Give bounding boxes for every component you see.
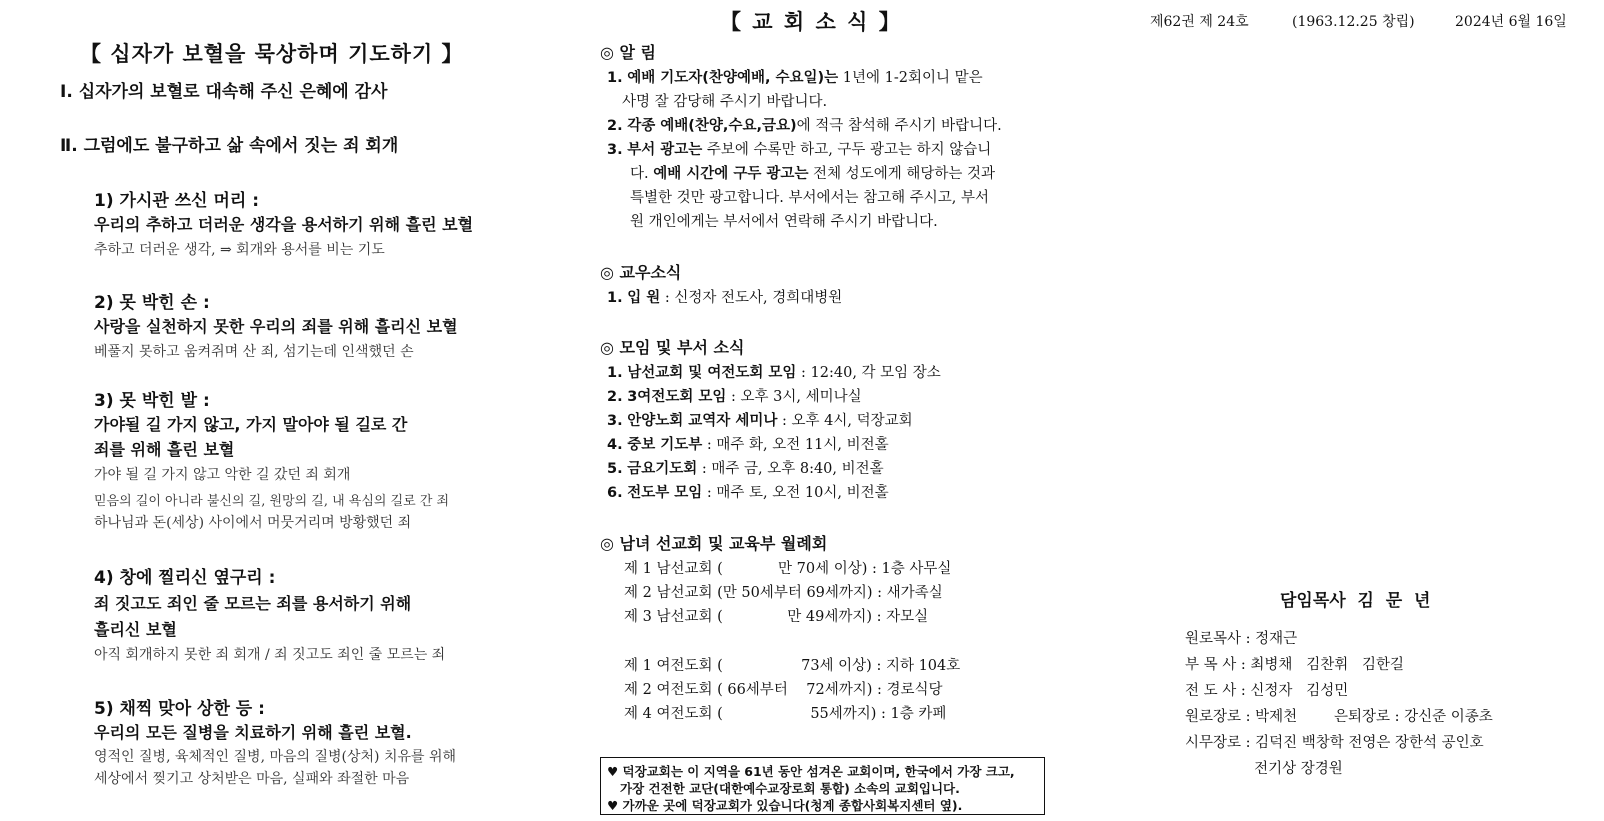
meeting-heading: ◎ 모임 및 부서 소식 bbox=[600, 338, 745, 357]
item-2-note: 베풀지 못하고 움켜쥐며 산 죄, 섬기는데 인색했던 손 bbox=[94, 344, 414, 360]
founded-date: (1963.12.25 창립) bbox=[1292, 14, 1415, 30]
item-4-line-2: 흘리신 보혈 bbox=[94, 620, 177, 639]
staff-line-2: 부 목 사 : 최병채 김찬휘 김한길 bbox=[1185, 657, 1405, 673]
meeting-4: 4. 중보 기도부 : 매주 화, 오전 11시, 비전홀 bbox=[607, 437, 889, 453]
item-4-line-1: 죄 짓고도 죄인 줄 모르는 죄를 용서하기 위해 bbox=[94, 594, 412, 613]
item-3-line-1: 가야될 길 가지 않고, 가지 말아야 될 길로 간 bbox=[94, 415, 408, 434]
notice-1: 1. 예배 기도자(찬양예배, 수요일)는 1년에 1-2회이니 맡은 bbox=[607, 70, 983, 86]
news-title: 【 교 회 소 식 】 bbox=[720, 10, 902, 34]
staff-line-4: 원로장로 : 박제천 은퇴장로 : 강신준 이종초 bbox=[1185, 709, 1493, 725]
section-1-heading: Ⅰ. 십자가의 보혈로 대속해 주신 은혜에 감사 bbox=[60, 82, 388, 102]
box-line-1: ♥ 덕장교회는 이 지역을 61년 동안 섬겨온 교회이며, 한국에서 가장 크고, bbox=[607, 764, 1015, 779]
meeting-2: 2. 3여전도회 모임 : 오후 3시, 세미나실 bbox=[607, 389, 862, 405]
staff-line-6: 전기상 장경원 bbox=[1185, 761, 1343, 777]
member-news: 1. 입 원 : 신정자 전도사, 경희대병원 bbox=[607, 290, 843, 306]
staff-line-5: 시무장로 : 김덕진 백창학 전영은 장한석 공인호 bbox=[1185, 735, 1484, 751]
senior-pastor: 담임목사 김 문 년 bbox=[1280, 591, 1431, 611]
meeting-1: 1. 남선교회 및 여전도회 모임 : 12:40, 각 모임 장소 bbox=[607, 365, 941, 381]
item-3-line-2: 죄를 위해 흘린 보혈 bbox=[94, 440, 235, 459]
box-line-2: 가장 건전한 교단(대한예수교장로회 통합) 소속의 교회입니다. bbox=[607, 781, 960, 796]
item-2-heading: 2) 못 박힌 손 : bbox=[94, 293, 210, 313]
item-4-note: 아직 회개하지 못한 죄 회개 / 죄 짓고도 죄인 줄 모르는 죄 bbox=[94, 647, 446, 663]
item-2-line: 사랑을 실천하지 못한 우리의 죄를 위해 흘리신 보혈 bbox=[94, 317, 458, 336]
monthly-heading: ◎ 남녀 선교회 및 교육부 월례회 bbox=[600, 534, 828, 553]
church-info-box bbox=[600, 757, 1045, 815]
monthly-row-4: 제 1 여전도회 ( 73세 이상) : 지하 104호 bbox=[624, 658, 961, 674]
notice-heading: ◎ 알 림 bbox=[600, 43, 657, 62]
item-3-note-3: 하나님과 돈(세상) 사이에서 머뭇거리며 방황했던 죄 bbox=[94, 515, 412, 531]
monthly-row-2: 제 2 남선교회 (만 50세부터 69세까지) : 새가족실 bbox=[624, 585, 943, 601]
issue-number: 제62권 제 24호 bbox=[1150, 14, 1249, 30]
notice-3-line-2: 다. 예배 시간에 구두 광고는 전체 성도에게 해당하는 것과 bbox=[630, 166, 995, 182]
bulletin-date: 2024년 6월 16일 bbox=[1455, 14, 1567, 30]
item-5-note-1: 영적인 질병, 육체적인 질병, 마음의 질병(상처) 치유를 위해 bbox=[94, 749, 457, 765]
monthly-row-5: 제 2 여전도회 ( 66세부터 72세까지) : 경로식당 bbox=[624, 682, 943, 698]
box-line-3: ♥ 가까운 곳에 덕장교회가 있습니다(청계 종합사회복지센터 옆). bbox=[607, 798, 963, 813]
notice-2: 2. 각종 예배(찬양,수요,금요)에 적극 참석해 주시기 바랍니다. bbox=[607, 118, 1002, 134]
item-5-line: 우리의 모든 질병을 치료하기 위해 흘린 보혈. bbox=[94, 723, 412, 742]
prayer-title: 【 십자가 보혈을 묵상하며 기도하기 】 bbox=[80, 42, 464, 66]
staff-line-3: 전 도 사 : 신정자 김성민 bbox=[1185, 683, 1349, 699]
item-5-heading: 5) 채찍 맞아 상한 등 : bbox=[94, 699, 265, 719]
item-1-line: 우리의 추하고 더러운 생각을 용서하기 위해 흘린 보혈 bbox=[94, 215, 474, 234]
item-3-note-1: 가야 될 길 가지 않고 악한 길 갔던 죄 회개 bbox=[94, 467, 351, 483]
member-heading: ◎ 교우소식 bbox=[600, 263, 682, 282]
item-5-note-2: 세상에서 찢기고 상처받은 마음, 실패와 좌절한 마음 bbox=[94, 771, 410, 787]
monthly-row-3: 제 3 남선교회 ( 만 49세까지) : 자모실 bbox=[624, 609, 929, 625]
item-3-note-2: 믿음의 길이 아니라 불신의 길, 원망의 길, 내 욕심의 길로 간 죄 bbox=[94, 494, 450, 509]
notice-3: 3. 부서 광고는 주보에 수록만 하고, 구두 광고는 하지 않습니 bbox=[607, 142, 992, 158]
item-4-heading: 4) 창에 찔리신 옆구리 : bbox=[94, 568, 276, 588]
monthly-row-6: 제 4 여전도회 ( 55세까지) : 1층 카페 bbox=[624, 706, 947, 722]
item-3-heading: 3) 못 박힌 발 : bbox=[94, 391, 210, 411]
notice-1-cont: 사명 잘 감당해 주시기 바랍니다. bbox=[622, 94, 828, 110]
monthly-row-1: 제 1 남선교회 ( 만 70세 이상) : 1층 사무실 bbox=[624, 561, 952, 577]
item-1-note: 추하고 더러운 생각, ⇒ 회개와 용서를 비는 기도 bbox=[94, 242, 385, 258]
staff-line-1: 원로목사 : 정재근 bbox=[1185, 631, 1298, 647]
notice-3-line-4: 원 개인에게는 부서에서 연락해 주시기 바랍니다. bbox=[630, 214, 938, 230]
meeting-6: 6. 전도부 모임 : 매주 토, 오전 10시, 비전홀 bbox=[607, 485, 889, 501]
section-2-heading: Ⅱ. 그럼에도 불구하고 삶 속에서 짓는 죄 회개 bbox=[60, 136, 399, 156]
notice-3-line-3: 특별한 것만 광고합니다. 부서에서는 참고해 주시고, 부서 bbox=[630, 190, 990, 206]
meeting-5: 5. 금요기도회 : 매주 금, 오후 8:40, 비전홀 bbox=[607, 461, 884, 477]
meeting-3: 3. 안양노회 교역자 세미나 : 오후 4시, 덕장교회 bbox=[607, 413, 913, 429]
item-1-heading: 1) 가시관 쓰신 머리 : bbox=[94, 191, 260, 211]
